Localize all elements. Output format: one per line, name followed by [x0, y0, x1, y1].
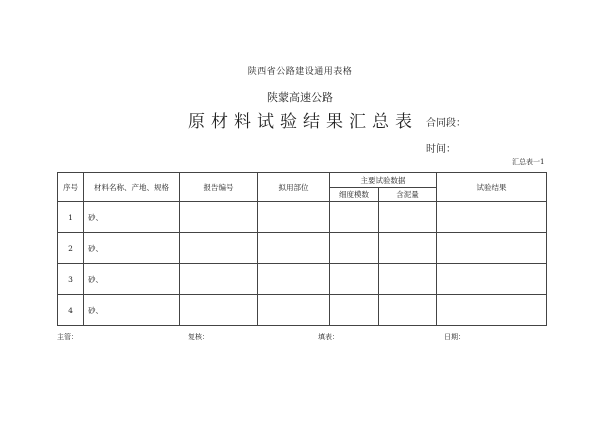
row-fineness	[330, 264, 379, 295]
footer-filler: 填表：	[318, 333, 339, 341]
col-header-result: 试验结果	[437, 173, 547, 202]
table-row	[58, 202, 547, 233]
row-report-no	[180, 295, 258, 326]
row-material: 砂、	[84, 295, 180, 326]
row-report-no	[180, 202, 258, 233]
row-mud-content	[379, 264, 437, 295]
row-planned-use	[258, 233, 330, 264]
row-result	[437, 202, 547, 233]
table-row	[58, 295, 547, 326]
row-index: 1	[58, 202, 84, 233]
time-label: 时间：	[426, 144, 456, 155]
row-mud-content	[379, 233, 437, 264]
col-header-mud-content: 含泥量	[379, 188, 437, 202]
row-material: 砂、	[84, 233, 180, 264]
footer-date: 日期：	[444, 333, 465, 341]
col-header-index: 序号	[58, 173, 84, 202]
row-material: 砂、	[84, 202, 180, 233]
col-header-report-no: 报告编号	[180, 173, 258, 202]
footer-reviewer: 复核：	[188, 333, 209, 341]
row-fineness	[330, 202, 379, 233]
row-planned-use	[258, 295, 330, 326]
page-title: 原材料试验结果汇总表	[188, 112, 418, 132]
col-header-main-data: 主要试验数据	[330, 173, 437, 188]
row-index: 4	[58, 295, 84, 326]
table-row	[58, 264, 547, 295]
row-fineness	[330, 295, 379, 326]
footer-supervisor: 主管：	[57, 333, 78, 341]
col-header-fineness: 细度模数	[330, 188, 379, 202]
row-planned-use	[258, 264, 330, 295]
row-mud-content	[379, 202, 437, 233]
row-index: 3	[58, 264, 84, 295]
row-index: 2	[58, 233, 84, 264]
contract-section-label: 合同段：	[426, 118, 466, 129]
project-name: 陕蒙高速公路	[267, 91, 333, 104]
table-row	[58, 233, 547, 264]
form-code: 汇总表一1	[512, 158, 545, 166]
row-result	[437, 264, 547, 295]
row-material: 砂、	[84, 264, 180, 295]
row-planned-use	[258, 202, 330, 233]
summary-table	[57, 172, 547, 326]
form-subtitle: 陕西省公路建设通用表格	[247, 67, 353, 77]
row-report-no	[180, 233, 258, 264]
row-report-no	[180, 264, 258, 295]
col-header-material: 材料名称、产地、规格	[84, 173, 180, 202]
row-mud-content	[379, 295, 437, 326]
row-result	[437, 295, 547, 326]
col-header-planned-use: 拟用部位	[258, 173, 330, 202]
row-result	[437, 233, 547, 264]
row-fineness	[330, 233, 379, 264]
